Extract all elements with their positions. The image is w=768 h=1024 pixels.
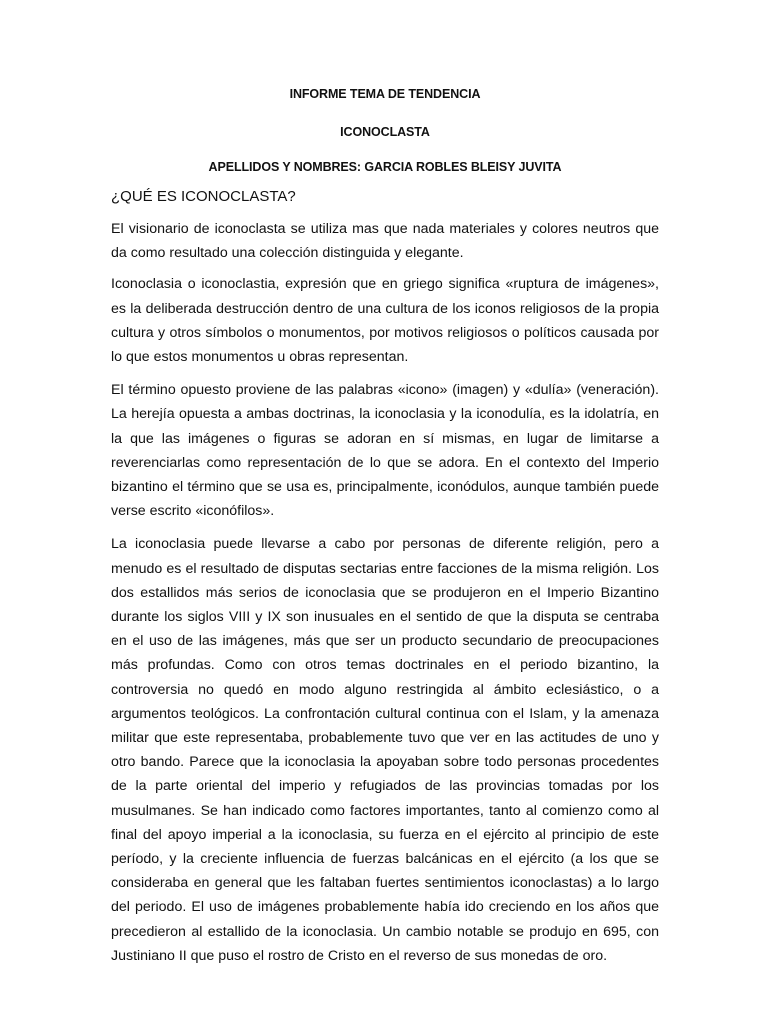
author-line: APELLIDOS Y NOMBRES: GARCIA ROBLES BLEISY JUVITA bbox=[208, 160, 562, 174]
section-heading: ¿QUÉ ES ICONOCLASTA? bbox=[111, 188, 296, 205]
document-page bbox=[111, 83, 659, 968]
paragraph-4: La iconoclasia puede llevarse a cabo por personas de diferente religión, pero a menudo es el resultado de disputas sectarias entre facciones de la misma religión. Los dos estallidos más serios de iconoclasia que se produjeron en el Imperio Bizantino durante los siglos VIII y IX son inusuales en el sentido de que la disputa se centraba en el uso de las imágenes, más que ser un producto secundario de preocupaciones más profundas. Como con otros temas doctrinales en el periodo bizantino, la controversia no quedó en modo alguno restringida al ámbito eclesiástico, o a argumentos teológicos. La confrontación cultural continua con el Islam, y la amenaza militar que este representaba, probablemente tuvo que ver en las actitudes de uno y otro bando. Parece que la iconoclasia la apoyaban sobre todo personas procedentes de la parte oriental del imperio y refugiados de las provincias tomadas por los musulmanes. Se han indicado como factores importantes, tanto al comienzo como al final del apoyo imperial a la iconoclasia, su fuerza en el ejército al principio de este período, y la creciente influencia de fuerzas balcánicas en el ejército (a los que se consideraba en general que les faltaban fuertes sentimientos iconoclastas) a lo largo del periodo. El uso de imágenes probablemente había ido creciendo en los años que precedieron al estallido de la iconoclasia. Un cambio notable se produjo en 695, con Justiniano II que puso el rostro de Cristo en el reverso de sus monedas de oro. bbox=[111, 536, 659, 964]
paragraph-2: Iconoclasia o iconoclastia, expresión que en griego significa «ruptura de imágenes», es la deliberada destrucción dentro de una cultura de los iconos religiosos de la propia cultura y otros símbolos o monumentos, por motivos religiosos o políticos causada por lo que estos monumentos u obras representan. bbox=[111, 276, 659, 366]
report-topic: ICONOCLASTA bbox=[340, 125, 430, 139]
paragraph-3: El término opuesto proviene de las palabras «icono» (imagen) y «dulía» (veneración). La herejía opuesta a ambas doctrinas, la iconoclasia y la iconodulía, es la idolatría, en la que las imágenes o figuras se adoran en sí mismas, en lugar de limitarse a reverenciarlas como representación de lo que se adora. En el contexto del Imperio bizantino el término que se usa es, principalmente, iconódulos, aunque también puede verse escrito «iconófilos». bbox=[111, 382, 659, 520]
paragraph-1: El visionario de iconoclasta se utiliza mas que nada materiales y colores neutros que da como resultado una colección distinguida y elegante. bbox=[111, 221, 659, 262]
report-title: INFORME TEMA DE TENDENCIA bbox=[289, 87, 481, 101]
